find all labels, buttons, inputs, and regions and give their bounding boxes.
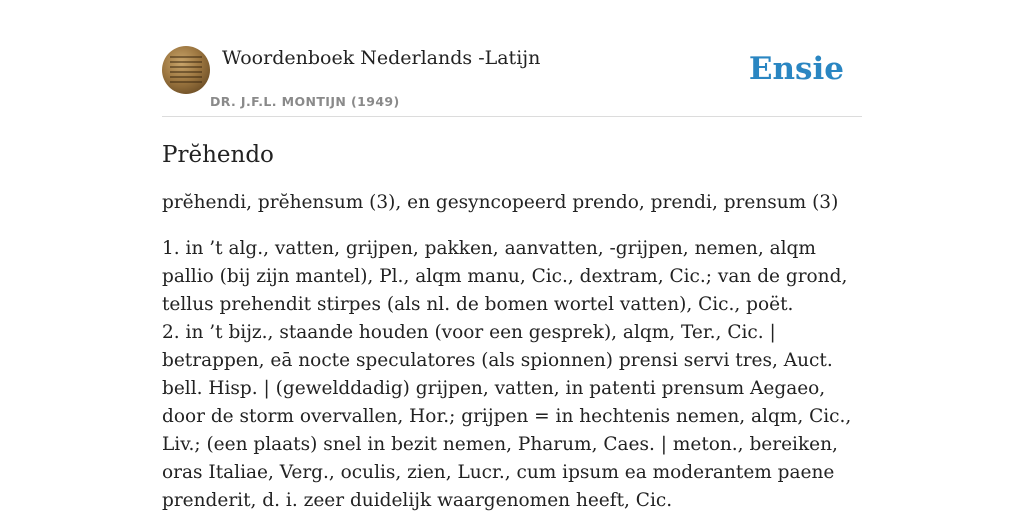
entry-definition bbox=[162, 235, 862, 515]
ensie-logo[interactable]: Ensie bbox=[748, 51, 844, 87]
header bbox=[162, 46, 862, 117]
page-container bbox=[162, 46, 862, 515]
definition-sense-1: 1. in ’t alg., vatten, grijpen, pakken, aanvatten, -grijpen, nemen, alqm pallio (bij zijn mantel), Pl., alqm manu, Cic., dextram, Cic.; van de grond, tellus prehendit stirpes (als nl. de bomen wortel vatten), Cic., poët. bbox=[162, 238, 848, 315]
entry-title: Prĕhendo bbox=[162, 142, 274, 168]
coin-seal-icon bbox=[162, 46, 210, 94]
author-label[interactable]: DR. J.F.L. MONTIJN (1949) bbox=[210, 94, 400, 109]
definition-sense-2: 2. in ’t bijz., staande houden (voor een gesprek), alqm, Ter., Cic. | betrappen, eā nocte speculatores (als spionnen) prensi servi tres, Auct. bell. Hisp. | (gewelddadig) grijpen, vatten, in patenti prensum Aegaeo, door de storm overvallen, Hor.; grijpen = in hechtenis nemen, alqm, Cic., Liv.; (een plaats) snel in bezit nemen, Pharum, Caes. | meton., bereiken, oras Italiae, Verg., oculis, zien, Lucr., cum ipsum ea moderantem paene prenderit, d. i. zeer duidelijk waargenomen heeft, Cic. bbox=[162, 322, 852, 511]
entry-forms: prĕhendi, prĕhensum (3), en gesyncopeerd prendo, prendi, prensum (3) bbox=[162, 192, 839, 213]
book-title[interactable]: Woordenboek Nederlands -Latijn bbox=[222, 47, 541, 69]
